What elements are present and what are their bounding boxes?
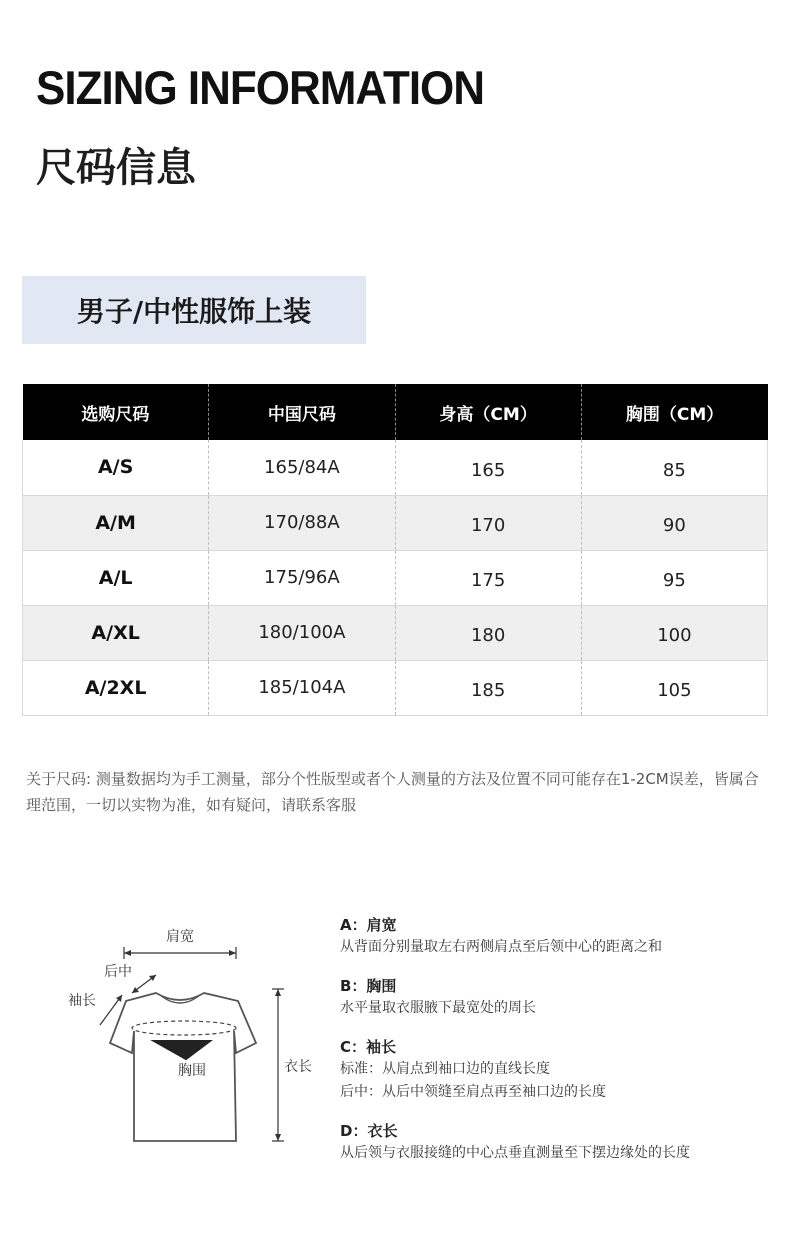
table-row [23,660,768,715]
legend-item-chest [340,975,780,1020]
cell-chest: 95 [581,550,767,605]
legend-heading: D：衣长 [340,1122,398,1140]
table-header-row [23,384,768,440]
size-table [22,384,768,716]
page-title-en: SIZING INFORMATION [36,62,485,115]
cell-china-size: 170/88A [209,495,395,550]
legend-item-length [340,1120,780,1165]
cell-purchase-size: A/S [23,440,209,495]
back-center-label: 后中 [104,964,132,980]
table-row [23,495,768,550]
legend-heading: A：肩宽 [340,916,397,934]
cell-chest: 85 [581,440,767,495]
cell-height: 170 [395,495,581,550]
cell-purchase-size: A/XL [23,605,209,660]
cell-chest: 100 [581,605,767,660]
cell-height: 185 [395,660,581,715]
cell-chest: 90 [581,495,767,550]
chest-label: 胸围 [178,1063,206,1079]
tshirt-measurement-diagram [60,915,330,1175]
measurement-legend [340,914,780,1181]
legend-description: 从后领与衣服接缝的中心点垂直测量至下摆边缘处的长度 [340,1145,690,1161]
cell-china-size: 165/84A [209,440,395,495]
legend-description: 标准：从肩点到袖口边的直线长度 [340,1061,550,1077]
header-china-size: 中国尺码 [209,384,395,440]
category-label: 男子/中性服饰上装 [76,295,312,328]
table-row [23,550,768,605]
table-row [23,440,768,495]
cell-height: 165 [395,440,581,495]
table-row [23,605,768,660]
cell-china-size: 175/96A [209,550,395,605]
cell-china-size: 185/104A [209,660,395,715]
cell-purchase-size: A/L [23,550,209,605]
page-title-cn: 尺码信息 [36,145,196,191]
cell-chest: 105 [581,660,767,715]
cell-height: 175 [395,550,581,605]
tshirt-diagram-svg [60,915,330,1175]
legend-heading: B：胸围 [340,977,397,995]
sleeve-label: 袖长 [68,993,96,1009]
length-label: 衣长 [284,1059,312,1075]
shoulder-label: 肩宽 [166,929,194,945]
cell-height: 180 [395,605,581,660]
legend-item-shoulder [340,914,780,959]
cell-purchase-size: A/2XL [23,660,209,715]
cell-purchase-size: A/M [23,495,209,550]
header-chest: 胸围（CM） [581,384,767,440]
legend-description: 从背面分别量取左右两侧肩点至后领中心的距离之和 [340,939,662,955]
sizing-note: 关于尺码: 测量数据均为手工测量，部分个性版型或者个人测量的方法及位置不同可能存在1-2CM误差，皆属合理范围，一切以实物为准，如有疑问，请联系客服 [26,770,759,814]
legend-heading: C：袖长 [340,1038,397,1056]
legend-description: 水平量取衣服腋下最宽处的周长 [340,1000,536,1016]
category-banner [22,276,366,344]
header-height: 身高（CM） [395,384,581,440]
cell-china-size: 180/100A [209,605,395,660]
legend-description: 后中：从后中领缝至肩点再至袖口边的长度 [340,1084,606,1100]
legend-item-sleeve [340,1036,780,1104]
header-purchase-size: 选购尺码 [23,384,209,440]
